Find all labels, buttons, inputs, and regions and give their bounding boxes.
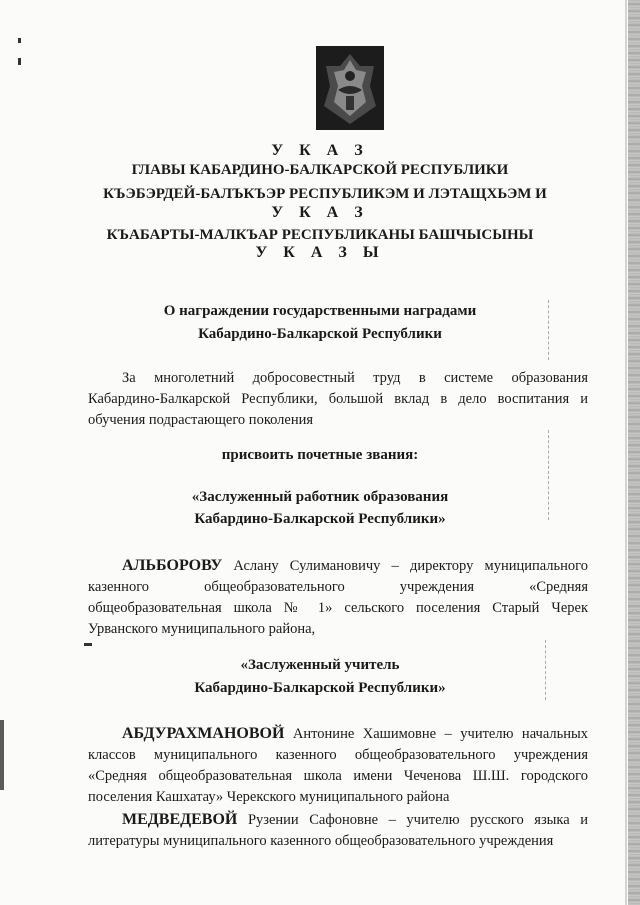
ukazy-title: У К А З Ы: [255, 244, 385, 261]
title1-line1: «Заслуженный работник образования: [191, 489, 449, 505]
award2-name: АБДУРАХМАНОВОЙ: [122, 725, 285, 742]
scan-dash: [545, 640, 547, 700]
award1-line1: АЛЬБОРОВУ Аслану Сулимановичу – директору муниципального: [122, 557, 588, 574]
coat-of-arms-icon: [316, 46, 384, 130]
award2-line3: «Средняя общеобразовательная школа имени Чеченова Ш.Ш. городского: [88, 768, 588, 784]
title2-line1: «Заслуженный учитель: [240, 657, 400, 673]
ukaz-title-ru: У К А З: [271, 142, 369, 159]
scan-speck: [84, 643, 92, 646]
award1-line3: общеобразовательная школа № 1» сельского поселения Старый Черек: [88, 600, 588, 616]
scan-speck: [18, 38, 21, 43]
scan-dash: [548, 430, 550, 520]
decision: присвоить почетные звания:: [221, 447, 419, 463]
award2-line2: классов муниципального казенного общеобразовательного учреждения: [88, 747, 588, 763]
preamble-line2: Кабардино-Балкарской Республики, большой вклад в дело воспитания и: [88, 391, 588, 407]
award1-line4: Урванского муниципального района,: [88, 621, 316, 637]
scan-edge-line: [625, 0, 627, 905]
award2: [88, 723, 588, 808]
subject-line1: О награждении государственными наградами: [163, 303, 477, 319]
award1-name: АЛЬБОРОВУ: [122, 557, 223, 574]
scan-edge: [628, 0, 640, 905]
award2-line1: АБДУРАХМАНОВОЙ Антонине Хашимовне – учителю начальных: [122, 725, 589, 742]
award3-name: МЕДВЕДЕВОЙ: [122, 811, 238, 828]
award3: [88, 809, 588, 852]
title1-line2: Кабардино-Балкарской Республики»: [194, 511, 446, 527]
header-balkar: КЪАБАРТЫ-МАЛКЪАР РЕСПУБЛИКАНЫ БАШЧЫСЫНЫ: [106, 227, 534, 243]
preamble-line3: обучения подрастающего поколения: [88, 412, 314, 428]
preamble-line1: За многолетний добросовестный труд в системе образования: [122, 370, 588, 386]
header-kabardian: КЪЭБЭРДЕЙ-БАЛЪКЪЭР РЕСПУБЛИКЭМ И ЛЭТАЩХЬЭМ И: [103, 186, 547, 202]
preamble: [88, 368, 588, 431]
award1: [88, 555, 588, 640]
award3-line1: МЕДВЕДЕВОЙ Рузении Сафоновне – учителю русского языка и: [122, 811, 588, 828]
ukaz-title-kab: У К А З: [271, 204, 369, 221]
scan-speck: [18, 58, 21, 65]
award2-line4: поселения Кашхатау» Черекского муниципального района: [88, 789, 450, 805]
header-glavy: ГЛАВЫ КАБАРДИНО-БАЛКАРСКОЙ РЕСПУБЛИКИ: [131, 162, 509, 178]
subject-line2: Кабардино-Балкарской Республики: [198, 326, 442, 342]
scan-margin-mark: [0, 720, 4, 790]
award3-line2: литературы муниципального казенного общеобразовательного учреждения: [88, 833, 554, 849]
scan-dash: [548, 300, 550, 360]
award1-line2: казенного общеобразовательного учреждения «Средняя: [88, 579, 588, 595]
title2-line2: Кабардино-Балкарской Республики»: [194, 680, 446, 696]
